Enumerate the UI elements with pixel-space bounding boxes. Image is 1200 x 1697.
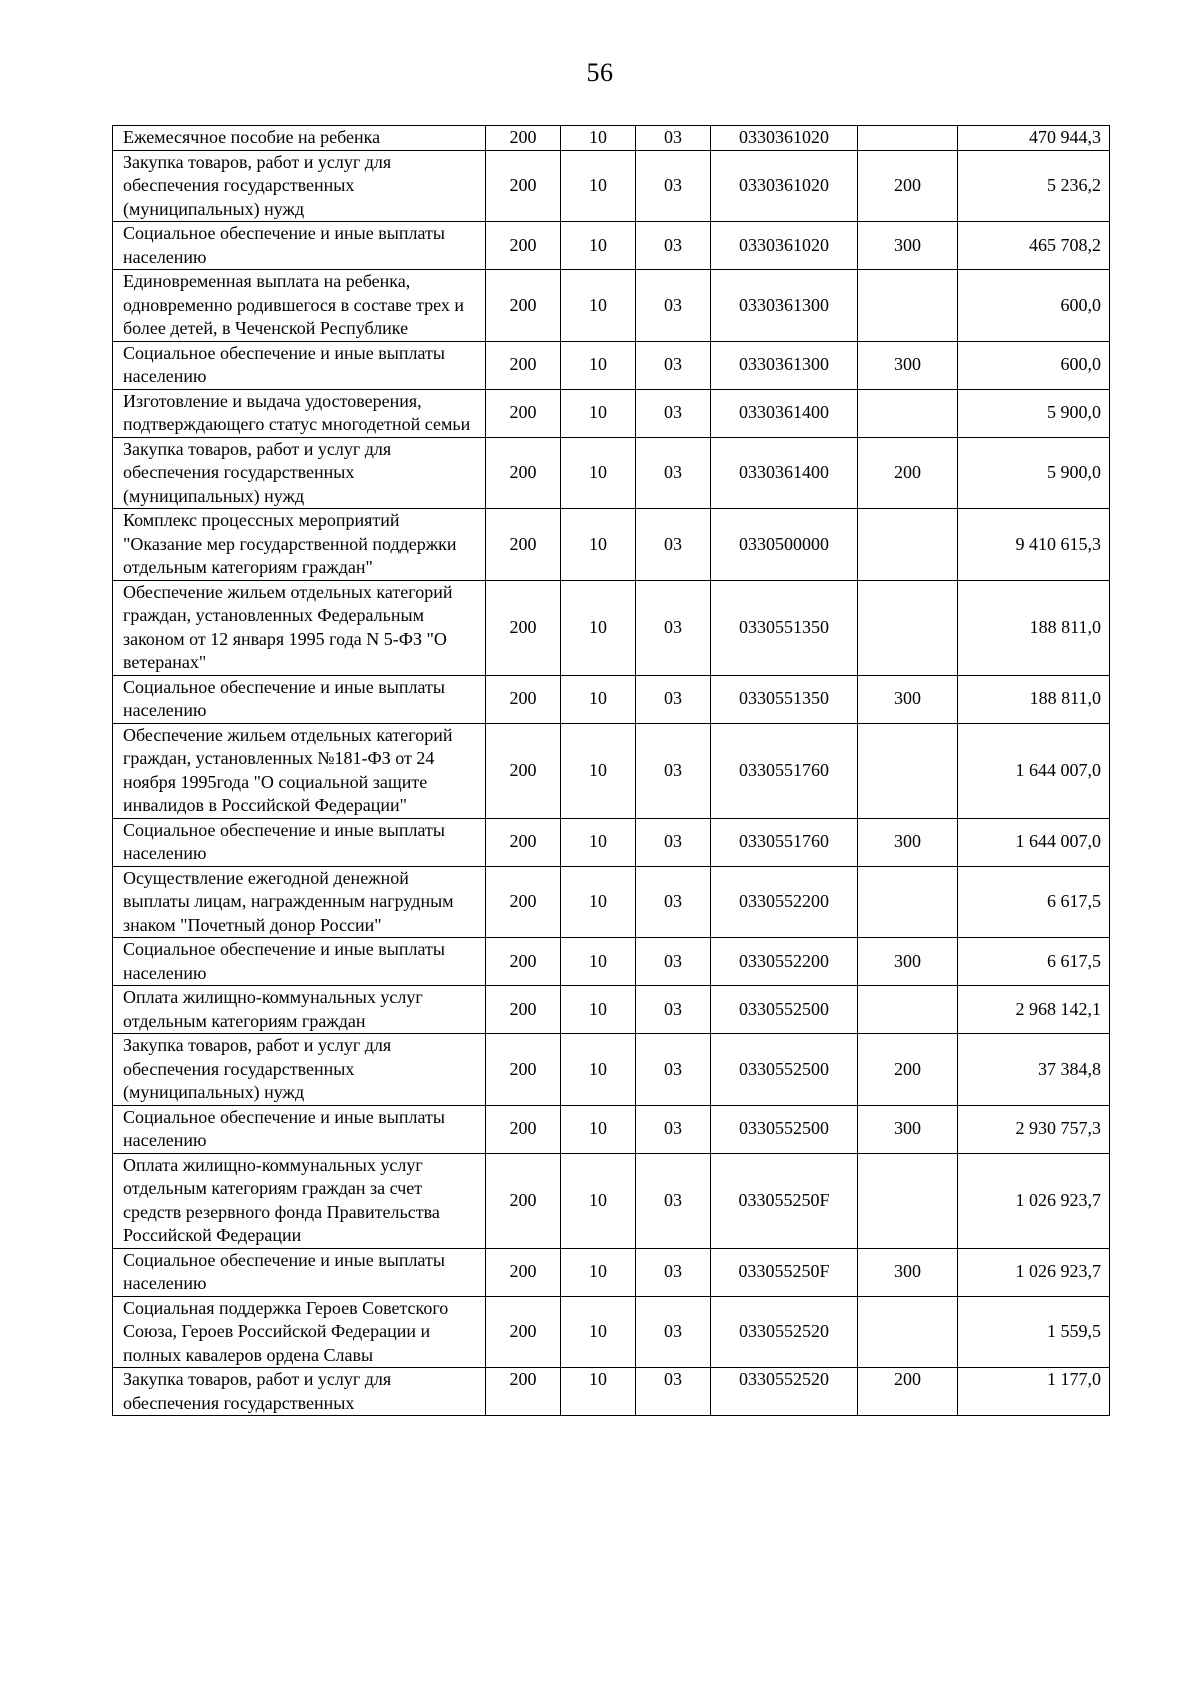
row-grbs-code: 200 [486,1034,561,1106]
row-expense-type-code: 200 [858,437,958,509]
table-row [113,866,1110,938]
row-grbs-code: 200 [486,389,561,437]
row-section-code: 10 [561,126,636,151]
row-target-article-code: 033055250F [711,1248,858,1296]
row-section-code: 10 [561,270,636,342]
row-grbs-code: 200 [486,866,561,938]
row-section-code: 10 [561,341,636,389]
row-expense-type-code [858,389,958,437]
row-subsection-code: 03 [636,866,711,938]
row-amount: 600,0 [958,341,1110,389]
row-amount: 37 384,8 [958,1034,1110,1106]
row-subsection-code: 03 [636,222,711,270]
row-description: Социальное обеспечение и иные выплаты населению [113,1248,486,1296]
row-grbs-code: 200 [486,938,561,986]
row-section-code: 10 [561,938,636,986]
row-description: Осуществление ежегодной денежной выплаты лицам, награжденным нагрудным знаком "Почетный донор России" [113,866,486,938]
row-subsection-code: 03 [636,150,711,222]
row-subsection-code: 03 [636,389,711,437]
row-description: Обеспечение жильем отдельных категорий граждан, установленных Федеральным законом от 12 января 1995 года N 5-ФЗ "О ветеранах" [113,580,486,675]
row-expense-type-code [858,270,958,342]
row-expense-type-code [858,509,958,581]
row-target-article-code: 0330361020 [711,222,858,270]
row-amount: 9 410 615,3 [958,509,1110,581]
row-expense-type-code: 300 [858,938,958,986]
table-row [113,1153,1110,1248]
row-grbs-code: 200 [486,723,561,818]
row-subsection-code: 03 [636,126,711,151]
row-grbs-code: 200 [486,986,561,1034]
row-target-article-code: 0330552200 [711,866,858,938]
row-subsection-code: 03 [636,723,711,818]
row-target-article-code: 0330552500 [711,1105,858,1153]
row-section-code: 10 [561,1296,636,1368]
row-section-code: 10 [561,986,636,1034]
row-amount: 188 811,0 [958,580,1110,675]
table-row [113,222,1110,270]
row-description: Закупка товаров, работ и услуг для обеспечения государственных [113,1368,486,1416]
row-subsection-code: 03 [636,675,711,723]
row-expense-type-code [858,126,958,151]
row-section-code: 10 [561,723,636,818]
row-grbs-code: 200 [486,126,561,151]
row-section-code: 10 [561,675,636,723]
budget-table [112,125,1110,1416]
row-target-article-code: 0330361020 [711,150,858,222]
table-row [113,509,1110,581]
row-target-article-code: 0330552500 [711,1034,858,1106]
row-subsection-code: 03 [636,341,711,389]
row-section-code: 10 [561,389,636,437]
row-target-article-code: 0330552200 [711,938,858,986]
row-grbs-code: 200 [486,1248,561,1296]
row-section-code: 10 [561,150,636,222]
row-description: Изготовление и выдача удостоверения, подтверждающего статус многодетной семьи [113,389,486,437]
row-expense-type-code: 200 [858,1368,958,1416]
table-row [113,1034,1110,1106]
row-amount: 5 900,0 [958,437,1110,509]
row-section-code: 10 [561,222,636,270]
row-target-article-code: 0330361400 [711,437,858,509]
row-amount: 188 811,0 [958,675,1110,723]
row-amount: 1 559,5 [958,1296,1110,1368]
row-amount: 5 900,0 [958,389,1110,437]
row-expense-type-code: 300 [858,1105,958,1153]
row-section-code: 10 [561,509,636,581]
row-description: Социальное обеспечение и иные выплаты населению [113,818,486,866]
row-expense-type-code: 200 [858,150,958,222]
row-description: Комплекс процессных мероприятий "Оказание мер государственной поддержки отдельным категориям граждан" [113,509,486,581]
row-target-article-code: 0330552520 [711,1368,858,1416]
row-target-article-code: 0330552500 [711,986,858,1034]
row-expense-type-code [858,723,958,818]
row-subsection-code: 03 [636,580,711,675]
table-row [113,675,1110,723]
row-subsection-code: 03 [636,938,711,986]
row-expense-type-code [858,580,958,675]
row-amount: 1 177,0 [958,1368,1110,1416]
row-grbs-code: 200 [486,1153,561,1248]
row-target-article-code: 0330361020 [711,126,858,151]
row-description: Социальное обеспечение и иные выплаты населению [113,938,486,986]
row-amount: 1 026 923,7 [958,1153,1110,1248]
row-description: Оплата жилищно-коммунальных услуг отдельным категориям граждан за счет средств резервного фонда Правительства Российской Федерации [113,1153,486,1248]
table-row [113,150,1110,222]
row-subsection-code: 03 [636,818,711,866]
row-target-article-code: 0330551760 [711,818,858,866]
row-target-article-code: 0330551350 [711,675,858,723]
table-row [113,1296,1110,1368]
row-subsection-code: 03 [636,986,711,1034]
row-amount: 465 708,2 [958,222,1110,270]
row-description: Закупка товаров, работ и услуг для обеспечения государственных (муниципальных) нужд [113,437,486,509]
row-description: Социальное обеспечение и иные выплаты населению [113,675,486,723]
row-grbs-code: 200 [486,270,561,342]
row-target-article-code: 0330361400 [711,389,858,437]
row-section-code: 10 [561,818,636,866]
row-description: Социальное обеспечение и иные выплаты населению [113,1105,486,1153]
row-expense-type-code: 300 [858,222,958,270]
row-subsection-code: 03 [636,1153,711,1248]
row-target-article-code: 033055250F [711,1153,858,1248]
row-description: Закупка товаров, работ и услуг для обеспечения государственных (муниципальных) нужд [113,150,486,222]
row-expense-type-code [858,1153,958,1248]
row-expense-type-code [858,866,958,938]
table-row [113,1368,1110,1416]
row-amount: 5 236,2 [958,150,1110,222]
row-grbs-code: 200 [486,222,561,270]
table-row [113,938,1110,986]
row-expense-type-code [858,1296,958,1368]
table-row [113,1248,1110,1296]
row-target-article-code: 0330552520 [711,1296,858,1368]
row-target-article-code: 0330500000 [711,509,858,581]
row-grbs-code: 200 [486,509,561,581]
table-row [113,1105,1110,1153]
row-section-code: 10 [561,580,636,675]
row-description: Социальное обеспечение и иные выплаты населению [113,341,486,389]
row-subsection-code: 03 [636,270,711,342]
row-subsection-code: 03 [636,1034,711,1106]
row-subsection-code: 03 [636,1105,711,1153]
row-grbs-code: 200 [486,1296,561,1368]
row-subsection-code: 03 [636,1248,711,1296]
table-row [113,818,1110,866]
row-expense-type-code: 200 [858,1034,958,1106]
row-amount: 1 644 007,0 [958,818,1110,866]
row-section-code: 10 [561,1105,636,1153]
row-amount: 6 617,5 [958,938,1110,986]
table-row [113,341,1110,389]
row-expense-type-code: 300 [858,1248,958,1296]
row-description: Обеспечение жильем отдельных категорий граждан, установленных №181-ФЗ от 24 ноября 1995года "О социальной защите инвалидов в Российской Федерации" [113,723,486,818]
row-grbs-code: 200 [486,437,561,509]
row-description: Закупка товаров, работ и услуг для обеспечения государственных (муниципальных) нужд [113,1034,486,1106]
row-target-article-code: 0330551760 [711,723,858,818]
row-amount: 470 944,3 [958,126,1110,151]
row-section-code: 10 [561,1153,636,1248]
row-grbs-code: 200 [486,1105,561,1153]
table-row [113,126,1110,151]
table-row [113,389,1110,437]
row-amount: 6 617,5 [958,866,1110,938]
row-subsection-code: 03 [636,1368,711,1416]
row-description: Ежемесячное пособие на ребенка [113,126,486,151]
table-row [113,986,1110,1034]
table-row [113,270,1110,342]
row-target-article-code: 0330551350 [711,580,858,675]
row-section-code: 10 [561,1034,636,1106]
row-section-code: 10 [561,1368,636,1416]
row-expense-type-code: 300 [858,675,958,723]
row-subsection-code: 03 [636,437,711,509]
row-description: Единовременная выплата на ребенка, одновременно родившегося в составе трех и более детей, в Чеченской Республике [113,270,486,342]
row-grbs-code: 200 [486,150,561,222]
table-row [113,437,1110,509]
row-amount: 2 968 142,1 [958,986,1110,1034]
row-subsection-code: 03 [636,509,711,581]
table-row [113,580,1110,675]
row-description: Социальное обеспечение и иные выплаты населению [113,222,486,270]
row-description: Социальная поддержка Героев Советского Союза, Героев Российской Федерации и полных кавалеров ордена Славы [113,1296,486,1368]
row-subsection-code: 03 [636,1296,711,1368]
row-grbs-code: 200 [486,341,561,389]
row-section-code: 10 [561,437,636,509]
row-expense-type-code: 300 [858,818,958,866]
row-amount: 1 026 923,7 [958,1248,1110,1296]
row-section-code: 10 [561,1248,636,1296]
row-grbs-code: 200 [486,675,561,723]
row-description: Оплата жилищно-коммунальных услуг отдельным категориям граждан [113,986,486,1034]
row-section-code: 10 [561,866,636,938]
row-amount: 1 644 007,0 [958,723,1110,818]
row-amount: 600,0 [958,270,1110,342]
row-amount: 2 930 757,3 [958,1105,1110,1153]
row-target-article-code: 0330361300 [711,341,858,389]
row-grbs-code: 200 [486,580,561,675]
row-grbs-code: 200 [486,1368,561,1416]
table-row [113,723,1110,818]
row-target-article-code: 0330361300 [711,270,858,342]
row-grbs-code: 200 [486,818,561,866]
row-expense-type-code [858,986,958,1034]
page-number: 56 [586,58,614,87]
row-expense-type-code: 300 [858,341,958,389]
